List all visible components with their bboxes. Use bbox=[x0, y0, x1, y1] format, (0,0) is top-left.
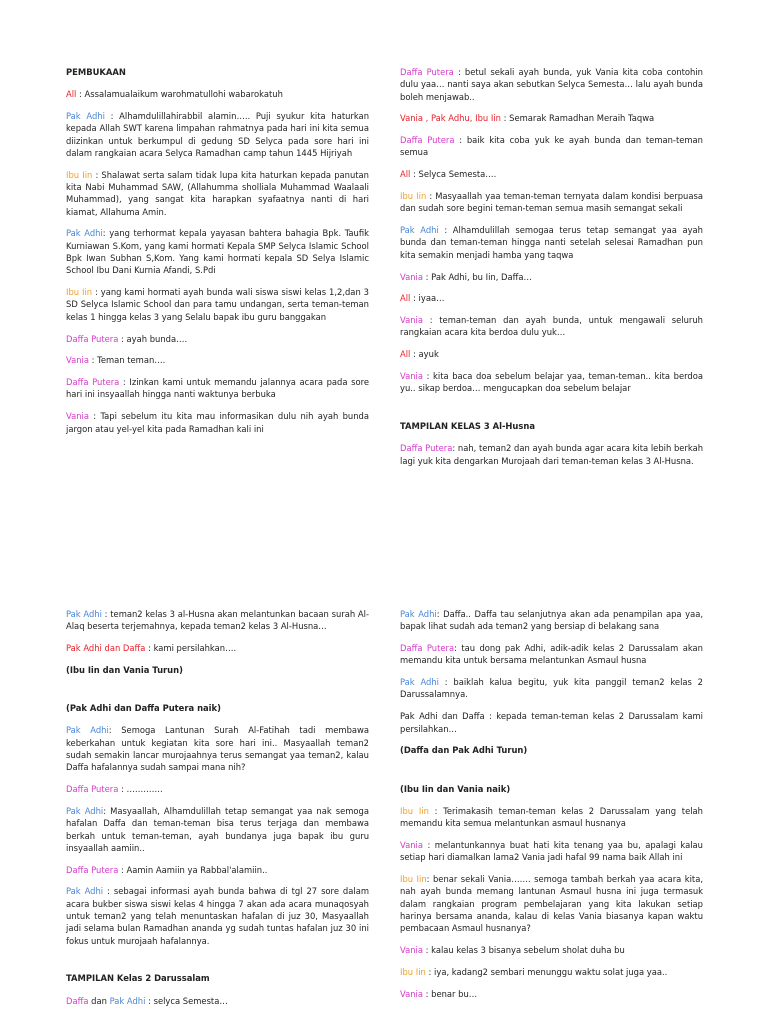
speaker-separator: : bbox=[436, 609, 444, 619]
page-section-top-right bbox=[400, 66, 703, 477]
dialogue-text: yang terhormat kepala yayasan bahtera bahagia Bpk. Taufik Kurniawan S.Kom, yang kami hormati Kepala SMP Selyca Islamic School Bpk Iwan Subhan S,Kom. Yang kami hormati kepala SD Selya Islamic School Ibu Dani Kurnia Afandi, S.Pdi bbox=[66, 228, 369, 276]
dialogue-text: sebagai informasi ayah bunda bahwa di tgl 27 sore dalam acara bukber siswa siswi kelas 4 hingga 7 akan ada acara munaqosyah untuk teman2 yang telah menuntaskan hafalan di juz 30, Masyaallah jadi selama bulan Ramadhan ananda yg sudah tuntas hafalan juz 30 ini fokus untuk murojaah hafalannya. bbox=[66, 886, 369, 946]
dialogue-text: melantunkannya buat hati kita tenang yaa bu, apalagi kalau setiap hari diamalkan lama2 Vania jadi hafal 99 nama baik Allah ini bbox=[400, 840, 703, 863]
speaker-name: Pak Adhi bbox=[66, 609, 102, 619]
dialogue-line bbox=[400, 676, 703, 701]
dialogue-line bbox=[400, 168, 703, 180]
speaker-name: Pak Adhi bbox=[66, 886, 104, 897]
speaker-name: Vania bbox=[400, 371, 423, 382]
dialogue-line bbox=[400, 271, 703, 283]
dialogue-line bbox=[66, 354, 369, 366]
dialogue-text: Selyca Semesta…. bbox=[418, 169, 497, 180]
dialogue-text: tau dong pak Adhi, adik-adik kelas 2 Darussalam akan memandu kita untuk bersama melantunkan Asmaul husna bbox=[400, 643, 703, 666]
dialogue-text: Masyaallah, Alhamdulillah tetap semangat yaa nak semoga hafalan Daffa dan teman-teman bisa terus terjaga dan membawa berkah untuk teman-teman, ayah bundanya juga bapak ibu guru insyaallah aamiin.. bbox=[66, 805, 369, 853]
speaker-name: Vania bbox=[400, 988, 423, 999]
dialogue-line bbox=[400, 642, 703, 667]
dialogue-line bbox=[66, 783, 369, 795]
speaker-separator: : bbox=[422, 840, 435, 851]
dialogue-line bbox=[400, 66, 703, 103]
dialogue-text: Alhamdulillahirabbil alamin….. Puji syukur kita haturkan kepada Allah SWT karena limpahan rahmatnya pada hari ini kita semua diizinkan untuk berkumpul di gedung SD Selyca pada sore hari ini dalam rangkaian acara Selyca Ramadhan camp tahun 1445 Hijriyah bbox=[66, 111, 370, 158]
dialogue-text: kami persilahkan…. bbox=[153, 643, 237, 654]
dialogue-text: ayuk bbox=[418, 349, 439, 360]
speaker-separator: : bbox=[103, 886, 114, 897]
dialogue-line bbox=[66, 88, 369, 100]
dialogue-text: kita baca doa sebelum belajar yaa, teman-teman.. kita berdoa yu.. sikap berdoa… mengucapkan doa sebelum belajar bbox=[400, 371, 703, 394]
speaker-separator: : bbox=[410, 293, 419, 304]
dialogue-text: Masyaallah yaa teman-teman ternyata dalam kondisi berpuasa dan sudah sore begini teman-teman semua masih semangat sekali bbox=[400, 191, 703, 214]
dialogue-line bbox=[66, 110, 369, 159]
dialogue-text: …………. bbox=[126, 784, 163, 795]
speaker-name: Ibu Iin bbox=[400, 805, 429, 816]
dialogue-text: Teman teman…. bbox=[97, 355, 166, 366]
speaker-separator: : bbox=[426, 191, 436, 202]
speaker-separator: : bbox=[104, 111, 120, 122]
dialogue-text: benar bu… bbox=[431, 988, 478, 999]
section-heading: (Daffa dan Pak Adhi Turun) bbox=[400, 745, 528, 756]
speaker-name: All bbox=[400, 169, 411, 180]
dialogue-text: teman-teman dan ayah bunda, untuk mengawali seluruh rangkaian acara kita berdoa dulu yuk… bbox=[400, 315, 703, 338]
speaker-separator: : bbox=[92, 287, 101, 298]
speaker-separator: : bbox=[438, 225, 453, 236]
speaker-separator: : bbox=[76, 89, 85, 100]
speaker-name: Pak Adhi bbox=[400, 609, 437, 619]
speaker-name: Pak Adhi bbox=[66, 805, 104, 816]
dialogue-line bbox=[400, 370, 703, 395]
dialogue-line bbox=[400, 608, 703, 633]
speaker-separator: : bbox=[500, 113, 510, 124]
dialogue-text: betul sekali ayah bunda, yuk Vania kita coba contohin dulu yaa… nanti saya akan sebutkan Selyca Semesta… lalu ayah bunda boleh menjawab.. bbox=[400, 67, 703, 102]
speaker-name: Daffa bbox=[66, 995, 89, 1006]
section-heading: (Ibu Iin dan Vania naik) bbox=[400, 783, 511, 794]
speaker-separator: : bbox=[425, 966, 435, 977]
speaker-separator: : bbox=[438, 677, 454, 688]
dialogue-line bbox=[66, 286, 369, 323]
speaker-separator: : bbox=[422, 988, 432, 999]
dialogue-text: Aamin Aamiin ya Rabbal'alamiin.. bbox=[126, 864, 268, 875]
speaker-separator: : bbox=[422, 371, 434, 382]
dialogue-line bbox=[400, 224, 703, 261]
speaker-separator: : bbox=[422, 315, 440, 326]
speaker-separator: : bbox=[118, 333, 127, 344]
speaker-separator: : bbox=[426, 874, 433, 885]
dialogue-line bbox=[66, 805, 369, 854]
dialogue-line bbox=[66, 227, 369, 276]
speaker-separator: : bbox=[92, 169, 102, 180]
speaker-name: Ibu Iin bbox=[400, 191, 427, 202]
speaker-name: Pak Adhi bbox=[66, 111, 105, 122]
speaker-separator: : bbox=[108, 725, 122, 736]
speaker-name: All bbox=[400, 349, 411, 360]
speaker-separator: : bbox=[145, 995, 154, 1006]
dialogue-line bbox=[400, 314, 703, 339]
speaker-separator: : bbox=[145, 643, 154, 654]
speaker-separator: : bbox=[119, 377, 130, 388]
section-heading: (Pak Adhi dan Daffa Putera naik) bbox=[66, 703, 221, 714]
speaker-name: All bbox=[400, 293, 411, 304]
dialogue-line bbox=[400, 988, 703, 1000]
dialogue-line bbox=[66, 608, 369, 633]
dialogue-text: Shalawat serta salam tidak lupa kita haturkan kepada panutan kita Nabi Muhammad SAW, (Allahumma sholliala Muhammad Waalaali Muhammad), yang sangat kita harapkan syafaatnya nanti di hari kiamat, Allahuma Amin. bbox=[66, 169, 369, 217]
dialogue-text: Daffa.. Daffa tau selanjutnya akan ada penampilan apa yaa, bapak lihat sudah ada teman2 yang bersiap di belakang sana bbox=[400, 609, 703, 632]
speaker-separator: : bbox=[453, 67, 465, 77]
dialogue-text: iyaa… bbox=[418, 293, 445, 304]
dialogue-line bbox=[66, 995, 369, 1007]
speaker-name: All bbox=[66, 89, 77, 100]
speaker-name: Vania bbox=[66, 355, 89, 366]
section-heading: TAMPILAN Kelas 2 Darussalam bbox=[66, 973, 210, 984]
page-section-bottom-left bbox=[66, 608, 369, 1017]
spacer bbox=[400, 404, 703, 420]
dialogue-text: ayah bunda…. bbox=[126, 333, 188, 344]
dialogue-line bbox=[66, 642, 369, 654]
section-heading: PEMBUKAAN bbox=[66, 67, 126, 77]
speaker-separator: : bbox=[118, 784, 127, 795]
speaker-name: Ibu Iin bbox=[66, 287, 93, 298]
speaker-separator: : bbox=[103, 805, 111, 816]
dialogue-text: teman2 kelas 3 al-Husna akan melantunkan bacaan surah Al-Alaq beserta terjemahnya, kepada teman2 kelas 3 Al-Husna… bbox=[66, 609, 369, 632]
speaker-separator: : bbox=[102, 228, 110, 239]
speaker-separator: : bbox=[410, 169, 419, 180]
page-section-bottom-right bbox=[400, 608, 703, 1010]
dialogue-line bbox=[66, 169, 369, 218]
dialogue-line bbox=[400, 805, 703, 830]
page-section-top-left bbox=[66, 66, 369, 444]
speaker-name: Vania bbox=[400, 271, 423, 282]
speaker-separator: : bbox=[101, 609, 111, 619]
dialogue-text: Alhamdulillah semogaa terus tetap semangat yaa ayah bunda dan teman-teman hingga nanti setelah selesai Ramadhan pun kita semakin menjadi hamba yang taqwa bbox=[400, 225, 703, 260]
dialogue-line bbox=[66, 885, 369, 946]
speaker-name: Daffa Putera bbox=[400, 135, 455, 146]
dialogue-text: Semoga Lantunan Surah Al-Fatihah tadi membawa keberkahan untuk kegiatan kita sore hari ini.. Masyaallah teman2 sudah semakin lancar murojaahnya terus semangat yaa teman2, kalau Daffa hafalannya sudah sampai mana nih? bbox=[66, 725, 369, 773]
speaker-separator: : bbox=[410, 349, 419, 360]
speaker-name: Daffa Putera bbox=[66, 333, 119, 344]
dialogue-line bbox=[66, 724, 369, 773]
speaker-separator: : bbox=[428, 805, 444, 816]
speaker-name: Ibu Iin bbox=[400, 874, 427, 885]
dialogue-text: selyca Semesta… bbox=[153, 995, 228, 1006]
speaker-name: Vania bbox=[66, 411, 89, 422]
dialogue-text: benar sekali Vania……. semoga tambah berkah yaa acara kita, nah ayah bunda memang lantunan Asmaul husna ini juga termasuk dalam rangkaian program pembelajaran yang kita lakukan setiap harinya bersama ananda, kalau di kelas Vania biasanya kapan waktu pembacaan Asmaul husnanya? bbox=[400, 874, 703, 934]
dialogue-text: Izinkan kami untuk memandu jalannya acara pada sore hari ini insyaallah hingga nanti waktunya berbuka bbox=[66, 377, 369, 400]
dialogue-line bbox=[400, 839, 703, 864]
dialogue-text: kalau kelas 3 bisanya sebelum sholat duha bu bbox=[431, 945, 625, 956]
dialogue-text: nah, teman2 dan ayah bunda agar acara kita lebih berkah lagi yuk kita dengarkan Murojaah dari teman-teman kelas 3 Al-Husna. bbox=[400, 443, 704, 466]
speaker-name: Daffa Putera bbox=[66, 377, 120, 388]
dialogue-line bbox=[400, 134, 703, 159]
spacer bbox=[400, 767, 703, 783]
dialogue-line bbox=[400, 190, 703, 215]
dialogue-line bbox=[400, 873, 703, 934]
speaker-separator: : bbox=[118, 864, 127, 875]
speaker-name: Pak Adhi bbox=[66, 228, 103, 239]
dialogue-text: yang kami hormati ayah bunda wali siswa siswi kelas 1,2,dan 3 SD Selyca Islamic School dan para tamu undangan, serta teman-teman kelas 1 hingga kelas 3 yang Selalu bapak ibu guru banggakan bbox=[66, 287, 369, 322]
dialogue-line bbox=[400, 966, 703, 978]
dialogue-line bbox=[66, 864, 369, 876]
speaker-name: Pak Adhi bbox=[109, 995, 146, 1006]
dialogue-text: Tapi sebelum itu kita mau informasikan dulu nih ayah bunda jargon atau yel-yel kita pada Ramadhan kali ini bbox=[66, 411, 369, 434]
spacer bbox=[66, 956, 369, 972]
speaker-name: Ibu Iin bbox=[400, 966, 426, 977]
speaker-name: Daffa Putera bbox=[400, 643, 455, 654]
dialogue-line bbox=[400, 442, 703, 467]
dialogue-line bbox=[66, 410, 369, 435]
dialogue-text: Pak Adhi, bu Iin, Daffa… bbox=[431, 271, 532, 282]
dialogue-line bbox=[66, 333, 369, 345]
speaker-separator: : bbox=[452, 443, 458, 454]
dialogue-text: iya, kadang2 sembari menunggu waktu solat juga yaa.. bbox=[434, 966, 668, 977]
speaker-separator: : bbox=[422, 271, 432, 282]
speaker-name: Vania bbox=[400, 840, 423, 851]
dialogue-line bbox=[400, 292, 703, 304]
dialogue-text: Assalamualaikum warohmatullohi wabarokatuh bbox=[84, 89, 283, 100]
speaker-name: Vania bbox=[400, 945, 423, 956]
speaker-name: Daffa Putera bbox=[400, 67, 454, 77]
speaker-separator: : bbox=[422, 945, 432, 956]
dialogue-line bbox=[400, 112, 703, 124]
speaker-name: Ibu Iin bbox=[66, 169, 93, 180]
dialogue-text: baik kita coba yuk ke ayah bunda dan teman-teman semua bbox=[400, 135, 703, 158]
speaker-name: Pak Adhi bbox=[66, 725, 109, 736]
dialogue-line bbox=[400, 944, 703, 956]
dialogue-line: Pak Adhi dan Daffa : kepada teman-teman kelas 2 Darussalam kami persilahkan… bbox=[400, 711, 703, 734]
speaker-name: Pak Adhi bbox=[400, 225, 439, 236]
speaker-name: Daffa Putera bbox=[66, 784, 119, 795]
speaker-separator: : bbox=[454, 643, 462, 654]
speaker-separator: : bbox=[88, 411, 101, 422]
dialogue-text: Terimakasih teman-teman kelas 2 Darussalam yang telah memandu kita semua melantunkan asmaul husnanya bbox=[400, 805, 703, 829]
speaker-name: Daffa Putera bbox=[400, 443, 453, 454]
dialogue-text: Semarak Ramadhan Meraih Taqwa bbox=[509, 113, 655, 124]
speaker-name: Pak Adhi bbox=[400, 677, 439, 688]
speaker-name: Vania bbox=[400, 315, 423, 326]
section-heading: TAMPILAN KELAS 3 Al-Husna bbox=[400, 421, 535, 432]
speaker-name: Pak Adhi dan Daffa bbox=[66, 643, 146, 654]
speaker-name: Daffa Putera bbox=[66, 864, 119, 875]
dialogue-text: baiklah kalua begitu, yuk kita panggil teman2 kelas 2 Darussalamnya. bbox=[400, 677, 704, 700]
speaker-name: Vania , Pak Adhu, Ibu Iin bbox=[400, 113, 501, 124]
dialogue-line bbox=[66, 376, 369, 401]
dialogue-line bbox=[400, 348, 703, 360]
spacer bbox=[66, 686, 369, 702]
speaker-separator: : bbox=[454, 135, 467, 146]
speaker-connector: dan bbox=[88, 995, 110, 1006]
speaker-separator: : bbox=[88, 355, 98, 366]
section-heading: (Ibu Iin dan Vania Turun) bbox=[66, 664, 183, 675]
